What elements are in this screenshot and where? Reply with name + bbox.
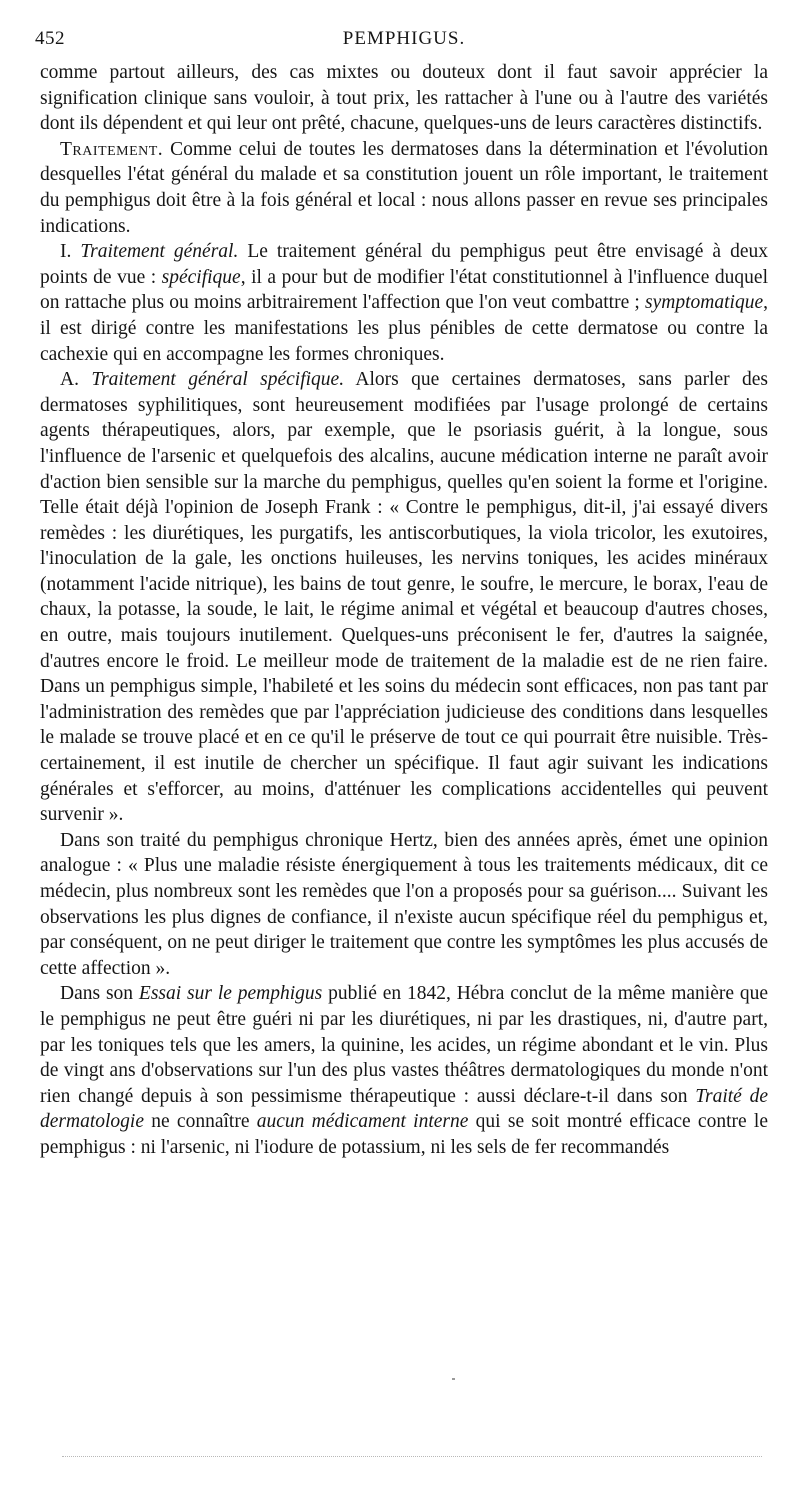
print-speck bbox=[452, 1378, 455, 1380]
footer-dotted-rule bbox=[62, 1456, 762, 1457]
section-heading-traitement-specifique: Traitement général spécifique. bbox=[91, 369, 345, 391]
section-number: A. bbox=[60, 369, 92, 391]
paragraph-treatment bbox=[40, 137, 768, 239]
body-text bbox=[40, 60, 768, 1161]
section-number: I. bbox=[60, 241, 81, 263]
paragraph-text: Dans son traité du pemphigus chronique Hertz, bien des années après, émet une opinion analogue : « Plus une maladie résiste énergiquement à tous les traitements médicaux, dit ce médecin, plus nombreux sont les remèdes que l'on a proposés pour sa guérison.... Suivant les observations les plus dignes de confiance, il n'existe aucun spécifique réel du pemphigus et, par conséquent, on ne peut diriger le traitement que contre les symptômes les plus accusés de cette affection ». bbox=[40, 829, 768, 979]
page-header bbox=[35, 28, 768, 52]
emphasis-medicament: aucun médicament interne bbox=[256, 1111, 469, 1133]
paragraph-specific-treatment bbox=[40, 367, 768, 828]
section-heading-traitement: Traitement. bbox=[60, 138, 164, 160]
paragraph-hebra bbox=[40, 981, 768, 1160]
paragraph-text: Dans son bbox=[60, 983, 139, 1005]
emphasis-traite-title: Traité de dermatologie bbox=[40, 1085, 768, 1133]
paragraph-text: publié en 1842, Hébra conclut de la même manière que le pemphigus ne peut être guéri ni par les diurétiques, ni par les drastiques, ni, d'autre part, par les toniques tels que les amers, la quinine, les acides, un régime abondant et le vin. Plus de vingt ans d'observations sur l'un des plus vastes théâtres dermatologiques du monde n'ont rien changé depuis à son pessimisme thérapeutique : aussi déclare-t-il dans son bbox=[40, 983, 769, 1107]
paragraph-continuation bbox=[40, 60, 768, 137]
paragraph-text: Le traitement général du pemphigus peut être envisagé à deux points de vue : bbox=[40, 241, 768, 288]
emphasis-symptomatique: symptomatique bbox=[645, 292, 764, 314]
section-heading-traitement-general: Traitement général. bbox=[80, 241, 239, 263]
paragraph-text: Alors que certaines dermatoses, sans parler des dermatoses syphilitiques, sont heureusement modifiées par l'usage prolongé de certains agents thérapeutiques, alors, par exemple, que le psoriasis guérit, à la longue, sous l'influence de l'arsenic et quelquefois des alcalins, aucune médication interne ne paraît avoir d'action bien sensible sur la marche du pemphigus, quelles qu'en soient la forme et l'origine. Telle était déjà l'opinion de Joseph Frank : « Contre le pemphigus, dit-il, j'ai essayé divers remèdes : les diurétiques, les purgatifs, les antiscorbutiques, la viola tricolor, les exutoires, l'inoculation de la gale, les onctions huileuses, les nervins toniques, les acides minéraux (notamment l'acide nitrique), les bains de tout genre, le soufre, le mercure, le borax, l'eau de chaux, la potasse, la soude, le lait, le régime animal et végétal et beaucoup d'autres choses, en outre, mais toujours inutilement. Quelques-uns préconisent le fer, d'autres la saignée, d'autres encore le froid. Le meilleur mode de traitement de la maladie est de ne rien faire. Dans un pemphigus simple, l'habileté et les soins du médecin sont efficaces, non pas tant par l'administration des remèdes que par l'appréciation judicieuse des conditions dans lesquelles le malade se trouve placé et en ce qu'il le préserve de tout ce qui pourrait être nuisible. Très-certainement, il est inutile de chercher un spécifique. Il faut agir suivant les indications générales et s'efforcer, au moins, d'atténuer les complications accidentelles qui peuvent survenir ». bbox=[40, 369, 768, 826]
paragraph-text: Comme celui de toutes les dermatoses dans la détermination et l'évolution desquelles l'état général du malade et sa constitution jouent un rôle important, le traitement du pemphigus doit être à la fois général et local : nous allons passer en revue ses principales indications. bbox=[40, 138, 768, 237]
page-number: 452 bbox=[35, 28, 65, 49]
paragraph-text: , il est dirigé contre les manifestations les plus pénibles de cette dermatose ou contre la cachexie qui en accompagne les formes chroniques. bbox=[40, 292, 768, 365]
paragraph-text: qui se soit montré efficace contre le pemphigus : ni l'arsenic, ni l'iodure de potassium, ni les sels de fer recommandés bbox=[40, 1111, 768, 1158]
paragraph-general-treatment bbox=[40, 239, 768, 367]
paragraph-text: , il a pour but de modifier l'état constitutionnel à l'influence duquel on rattache plus ou moins arbitrairement l'affection que l'on veut combattre ; bbox=[40, 266, 768, 314]
paragraph-text: ne connaître bbox=[143, 1111, 257, 1133]
running-title: PEMPHIGUS. bbox=[342, 28, 466, 49]
book-page bbox=[35, 28, 769, 1161]
paragraph-hertz bbox=[40, 828, 768, 982]
emphasis-essai-title: Essai sur le pemphigus bbox=[138, 983, 323, 1005]
paragraph-text: comme partout ailleurs, des cas mixtes ou douteux dont il faut savoir apprécier la signification clinique sans vouloir, à tout prix, les rattacher à l'une ou à l'autre des variétés dont ils dépendent et qui leur ont prêté, chacune, quelques-uns de leurs caractères distinctifs. bbox=[40, 62, 768, 135]
emphasis-specifique: spécifique bbox=[161, 266, 241, 288]
